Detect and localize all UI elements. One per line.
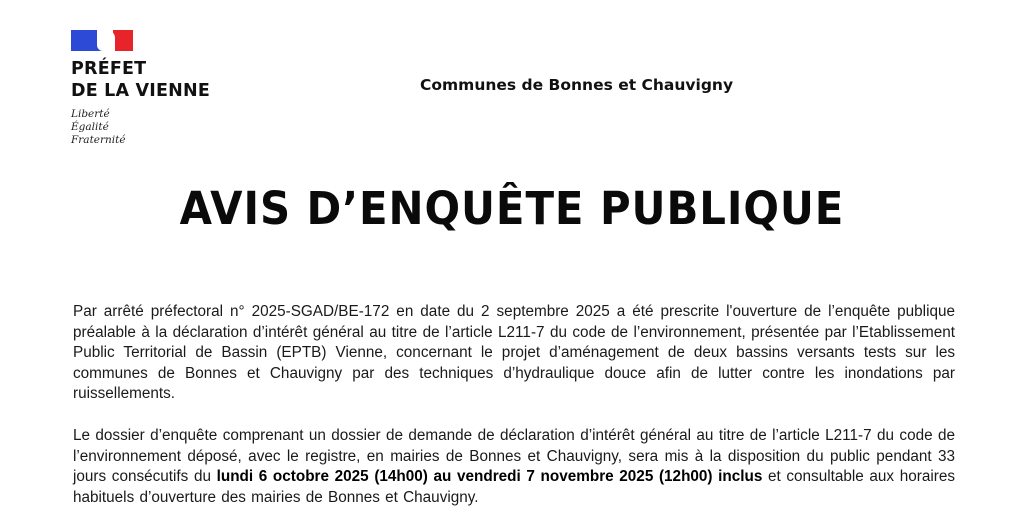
- prefecture-name: [71, 58, 241, 102]
- motto-fraternite: Fraternité: [71, 134, 126, 146]
- motto-liberte: Liberté: [71, 108, 110, 120]
- paragraph-dossier-end: et consultable aux horaires habituels d’ouverture des mairies de Bonnes et Chauvigny.: [73, 468, 955, 506]
- inquiry-dates: lundi 6 octobre 2025 (14h00) au vendredi 7 novembre 2025 (12h00) inclus: [216, 468, 763, 486]
- marianne-flag-icon: [71, 30, 133, 51]
- prefet-line1: PRÉFET: [71, 59, 147, 79]
- paragraph-dossier-start: Le dossier d’enquête comprenant un dossier de demande de déclaration d’intérêt général au titre de l’article L211-7 du code de l’environnement déposé, avec le registre, en mairies de Bonnes et Chauvigny, sera mis à la disposition du public pendant 33 jours consécutifs du: [73, 427, 955, 486]
- prefecture-logo: [71, 30, 241, 147]
- republic-motto: [71, 108, 241, 147]
- motto-egalite: Égalité: [71, 121, 109, 133]
- paragraph-arrete: Par arrêté préfectoral n° 2025-SGAD/BE-172 en date du 2 septembre 2025 a été prescrite l'ouverture de l’enquête publique préalable à la déclaration d’intérêt général au titre de l’article L211-7 du code de l’environnement, présentée par l’Etablissement Public Territorial de Bassin (EPTB) Vienne, concernant le projet d’aménagement de deux bassins versants tests sur les communes de Bonnes et Chauvigny par des techniques d’hydraulique douce afin de lutter contre les inondations par ruissellements.: [73, 303, 955, 403]
- paragraph-dossier: [73, 426, 955, 508]
- page-title: AVIS D’ENQUÊTE PUBLIQUE: [179, 182, 845, 235]
- communes-heading: Communes de Bonnes et Chauvigny: [420, 76, 734, 94]
- prefet-line2: DE LA VIENNE: [71, 81, 211, 101]
